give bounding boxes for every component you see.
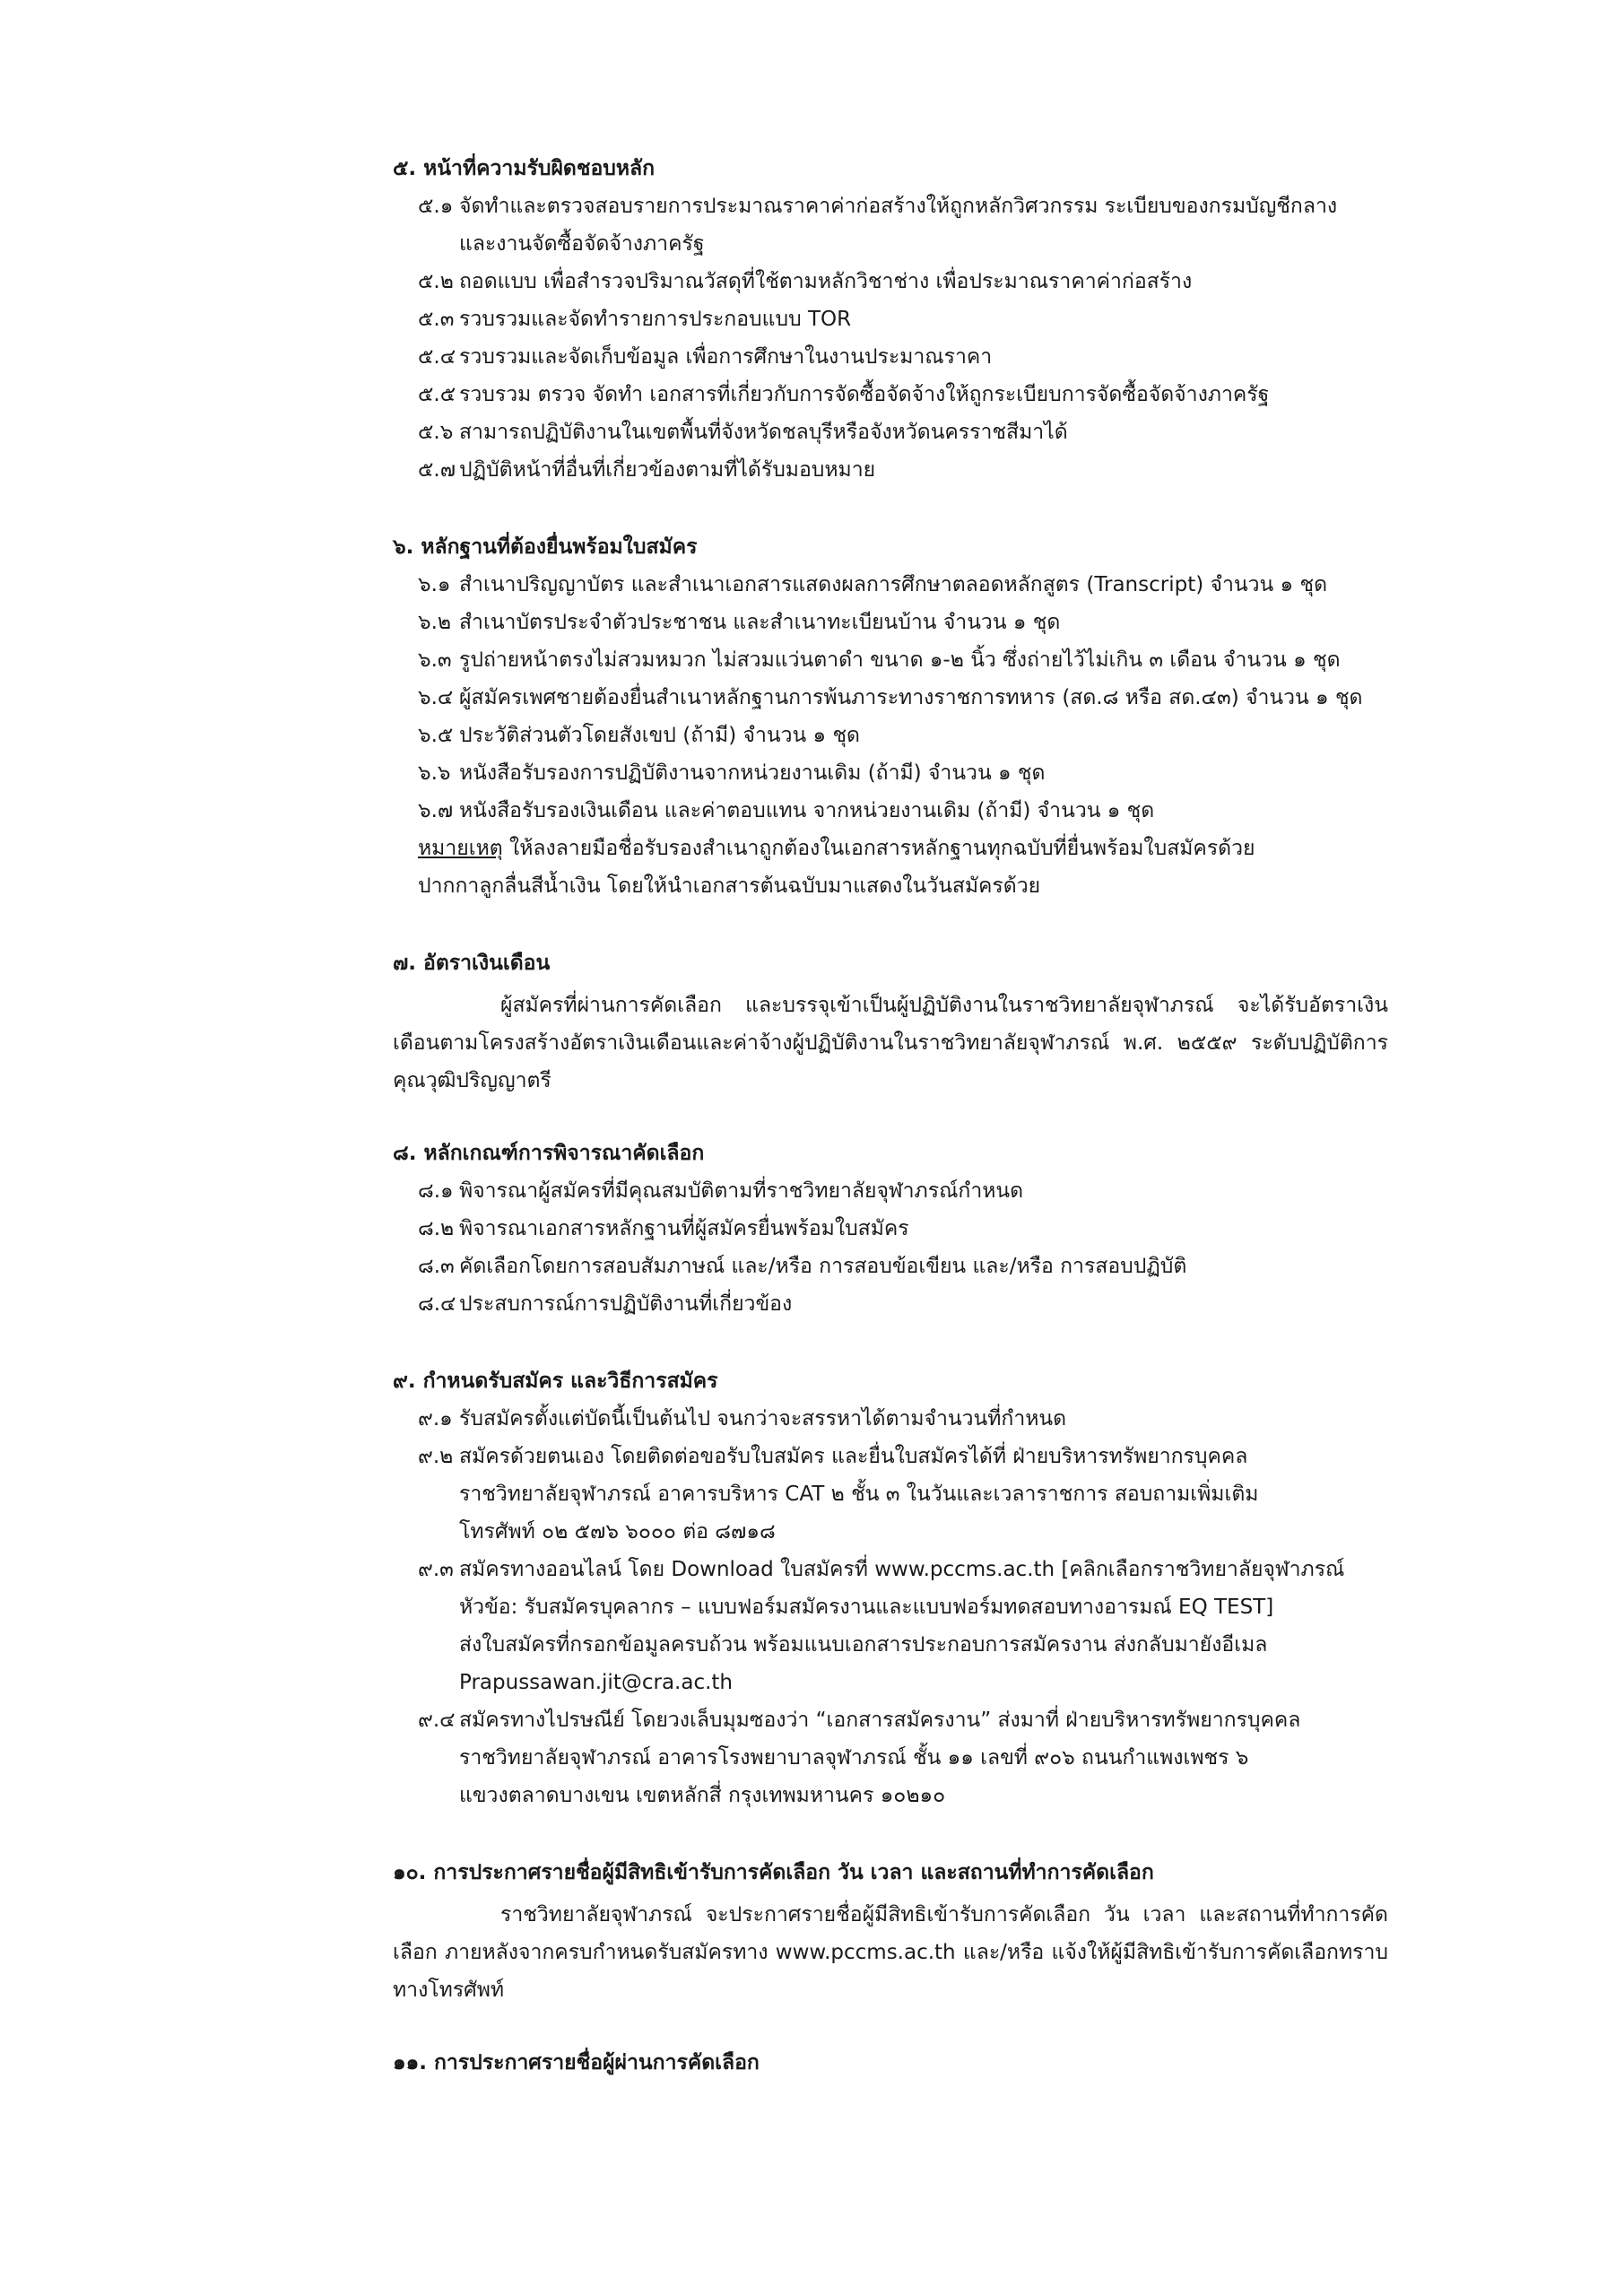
list-item: [393, 1442, 1388, 1546]
list-item: [393, 646, 1388, 674]
list-item: [393, 192, 1388, 258]
item-number: ๙.๑: [418, 1407, 453, 1431]
list-item: [393, 456, 1388, 484]
item-text-continued: ราชวิทยาลัยจุฬาภรณ์ อาคารโรงพยาบาลจุฬาภรณ์ ชั้น ๑๑ เลขที่ ๙๐๖ ถนนกำแพงเพชร ๖: [459, 1746, 1249, 1770]
section-5-responsibilities: [393, 154, 1388, 484]
item-text: สำเนาปริญญาบัตร และสำเนาเอกสารแสดงผลการศึกษาตลอดหลักสูตร (Transcript) จำนวน ๑ ชุด: [459, 573, 1328, 596]
item-text: ประสบการณ์การปฏิบัติงานที่เกี่ยวข้อง: [459, 1292, 793, 1316]
item-text: รวบรวม ตรวจ จัดทำ เอกสารที่เกี่ยวกับการจัดซื้อจัดจ้างให้ถูกระเบียบการจัดซื้อจัดจ้างภาครัฐ: [459, 383, 1270, 406]
item-text: สมัครทางออนไลน์ โดย Download ใบสมัครที่ www.pccms.ac.th [คลิกเลือกราชวิทยาลัยจุฬาภรณ์: [459, 1558, 1345, 1581]
item-text: หนังสือรับรองเงินเดือน และค่าตอบแทน จากหน่วยงานเดิม (ถ้ามี) จำนวน ๑ ชุด: [459, 799, 1155, 822]
list-item: [393, 1290, 1388, 1318]
item-text: รูปถ่ายหน้าตรงไม่สวมหมวก ไม่สวมแว่นตาดำ ขนาด ๑-๒ นิ้ว ซึ่งถ่ายไว้ไม่เกิน ๓ เดือน จำนวน ๑ ชุด: [459, 648, 1341, 672]
section-9-application: [393, 1367, 1388, 1810]
section-heading: ๑๑. การประกาศรายชื่อผู้ผ่านการคัดเลือก: [393, 2051, 760, 2074]
item-number: ๘.๒: [418, 1217, 455, 1240]
item-number: ๕.๓: [418, 308, 455, 331]
item-text: พิจารณาผู้สมัครที่มีคุณสมบัติตามที่ราชวิทยาลัยจุฬาภรณ์กำหนด: [459, 1179, 1024, 1203]
list-item: [393, 1405, 1388, 1433]
email-address: Prapussawan.jit@cra.ac.th: [459, 1671, 733, 1694]
section-heading: ๘. หลักเกณฑ์การพิจารณาคัดเลือก: [393, 1142, 705, 1165]
item-text: จัดทำและตรวจสอบรายการประมาณราคาค่าก่อสร้างให้ถูกหลักวิศวกรรม ระเบียบของกรมบัญชีกลาง: [459, 195, 1338, 218]
item-text: ประวัติส่วนตัวโดยสังเขป (ถ้ามี) จำนวน ๑ ชุด: [459, 724, 860, 747]
item-text: สามารถปฏิบัติงานในเขตพื้นที่จังหวัดชลบุรีหรือจังหวัดนครราชสีมาได้: [459, 421, 1068, 444]
item-text: ผู้สมัครเพศชายต้องยื่นสำเนาหลักฐานการพ้นภาระทางราชการทหาร (สด.๘ หรือ สด.๔๓) จำนวน ๑ ชุด: [459, 686, 1363, 709]
list-item: [393, 721, 1388, 750]
item-text: รวบรวมและจัดเก็บข้อมูล เพื่อการศึกษาในงานประมาณราคา: [459, 345, 993, 369]
section-8-criteria: [393, 1139, 1388, 1318]
item-number: ๘.๑: [418, 1179, 454, 1203]
item-text-continued: ราชวิทยาลัยจุฬาภรณ์ อาคารบริหาร CAT ๒ ชั้น ๓ ในวันและเวลาราชการ สอบถามเพิ่มเติม: [459, 1483, 1259, 1506]
item-text-continued: แขวงตลาดบางเขน เขตหลักสี่ กรุงเทพมหานคร ๑๐๒๑๐: [459, 1784, 946, 1807]
item-text: สำเนาบัตรประจำตัวประชาชน และสำเนาทะเบียนบ้าน จำนวน ๑ ชุด: [459, 611, 1061, 634]
item-number: ๙.๒: [418, 1445, 454, 1468]
section-heading: ๖. หลักฐานที่ต้องยื่นพร้อมใบสมัคร: [393, 535, 698, 559]
item-text-continued: หัวข้อ: รับสมัครบุคลากร – แบบฟอร์มสมัครงานและแบบฟอร์มทดสอบทางอารมณ์ EQ TEST]: [459, 1596, 1274, 1619]
list-item: [393, 570, 1388, 599]
section-6-documents: [393, 533, 1388, 900]
remark-label: หมายเหตุ: [418, 837, 503, 860]
section-11-result-announcement: [393, 2048, 1388, 2086]
section-gap: [393, 1819, 1388, 1858]
section-gap: [393, 493, 1388, 533]
section-heading: ๙. กำหนดรับสมัคร และวิธีการสมัคร: [393, 1370, 718, 1393]
list-item: [393, 418, 1388, 447]
item-number: ๖.๗: [418, 799, 454, 822]
list-item: [393, 343, 1388, 371]
list-item: [393, 796, 1388, 825]
item-text: สมัครทางไปรษณีย์ โดยวงเล็บมุมซองว่า “เอกสารสมัครงาน” ส่งมาที่ ฝ่ายบริหารทรัพยากรบุคคล: [459, 1709, 1301, 1732]
list-item: [393, 1177, 1388, 1205]
item-number: ๖.๕: [418, 724, 454, 747]
salary-paragraph: ผู้สมัครที่ผ่านการคัดเลือก และบรรจุเข้าเป็นผู้ปฏิบัติงานในราชวิทยาลัยจุฬาภรณ์ จะได้รับอัตราเงินเดือนตามโครงสร้างอัตราเงินเดือนและค่าจ้างผู้ปฏิบัติงานในราชวิทยาลัยจุฬาภรณ์ พ.ศ. ๒๕๕๙ ระดับปฏิบัติการ คุณวุฒิปริญญาตรี: [393, 994, 1388, 1092]
item-number: ๖.๖: [418, 761, 451, 785]
item-text-continued: และงานจัดซื้อจัดจ้างภาครัฐ: [459, 232, 705, 256]
item-text: รวบรวมและจัดทำรายการประกอบแบบ TOR: [459, 308, 852, 331]
list-item: [393, 608, 1388, 637]
remark-text: ให้ลงลายมือชื่อรับรองสำเนาถูกต้องในเอกสารหลักฐานทุกฉบับที่ยื่นพร้อมใบสมัครด้วย: [509, 837, 1255, 860]
item-number: ๕.๔: [418, 345, 456, 369]
item-number: ๘.๓: [418, 1255, 455, 1278]
item-text: รับสมัครตั้งแต่บัดนี้เป็นต้นไป จนกว่าจะสรรหาได้ตามจำนวนที่กำหนด: [459, 1407, 1067, 1431]
item-number: ๖.๒: [418, 611, 452, 634]
section-gap: [393, 1327, 1388, 1367]
item-text: ถอดแบบ เพื่อสำรวจปริมาณวัสดุที่ใช้ตามหลักวิชาช่าง เพื่อประมาณราคาค่าก่อสร้าง: [459, 270, 1193, 293]
list-item: [393, 1252, 1388, 1281]
section-gap: [393, 1100, 1388, 1139]
section-heading: ๕. หน้าที่ความรับผิดชอบหลัก: [393, 157, 656, 180]
section-heading: ๗. อัตราเงินเดือน: [393, 952, 551, 975]
item-number: ๕.๑: [418, 195, 454, 218]
announcement-paragraph: ราชวิทยาลัยจุฬาภรณ์ จะประกาศรายชื่อผู้มีสิทธิเข้ารับการคัดเลือก วัน เวลา และสถานที่ทำการคัดเลือก ภายหลังจากครบกำหนดรับสมัครทาง www.pccms.ac.th และ/หรือ แจ้งให้ผู้มีสิทธิเข้ารับการคัดเลือกทราบทางโทรศัพท์: [393, 1903, 1388, 2002]
item-text: ปฏิบัติหน้าที่อื่นที่เกี่ยวข้องตามที่ได้รับมอบหมาย: [459, 458, 876, 482]
section-10-candidate-announcement: [393, 1858, 1388, 2009]
section-heading: ๑๐. การประกาศรายชื่อผู้มีสิทธิเข้ารับการคัดเลือก วัน เวลา และสถานที่ทำการคัดเลือก: [393, 1861, 1154, 1884]
list-item: [393, 1214, 1388, 1243]
list-item: [393, 380, 1388, 409]
list-item: [393, 683, 1388, 712]
item-number: ๖.๓: [418, 648, 452, 672]
item-text-continued: ส่งใบสมัครที่กรอกข้อมูลครบถ้วน พร้อมแนบเอกสารประกอบการสมัครงาน ส่งกลับมายังอีเมล: [459, 1633, 1268, 1657]
item-number: ๖.๑: [418, 573, 451, 596]
list-item: [393, 759, 1388, 787]
item-number: ๙.๓: [418, 1558, 454, 1581]
list-item: [393, 305, 1388, 334]
item-number: ๘.๔: [418, 1292, 456, 1316]
list-item: [393, 267, 1388, 296]
item-text: พิจารณาเอกสารหลักฐานที่ผู้สมัครยื่นพร้อมใบสมัคร: [459, 1217, 909, 1240]
item-text: สมัครด้วยตนเอง โดยติดต่อขอรับใบสมัคร และยื่นใบสมัครได้ที่ ฝ่ายบริหารทรัพยากรบุคคล: [459, 1445, 1248, 1468]
section-gap: [393, 2009, 1388, 2048]
item-number: ๕.๗: [418, 458, 456, 482]
remark-note: [393, 834, 1388, 900]
item-text: คัดเลือกโดยการสอบสัมภาษณ์ และ/หรือ การสอบข้อเขียน และ/หรือ การสอบปฏิบัติ: [459, 1255, 1187, 1278]
item-number: ๕.๕: [418, 383, 456, 406]
item-number: ๖.๔: [418, 686, 454, 709]
item-text: หนังสือรับรองการปฏิบัติงานจากหน่วยงานเดิม (ถ้ามี) จำนวน ๑ ชุด: [459, 761, 1046, 785]
section-7-salary: [393, 949, 1388, 1100]
item-text-continued: โทรศัพท์ ๐๒ ๕๗๖ ๖๐๐๐ ต่อ ๘๗๑๘: [459, 1520, 776, 1544]
item-number: ๕.๒: [418, 270, 454, 293]
item-number: ๕.๖: [418, 421, 454, 444]
list-item: [393, 1555, 1388, 1697]
section-gap: [393, 909, 1388, 949]
remark-text-continued: ปากกาลูกลื่นสีน้ำเงิน โดยให้นำเอกสารต้นฉบับมาแสดงในวันสมัครด้วย: [418, 874, 1041, 898]
item-number: ๙.๔: [418, 1709, 456, 1732]
document-body: [393, 154, 1388, 2086]
list-item: [393, 1706, 1388, 1810]
